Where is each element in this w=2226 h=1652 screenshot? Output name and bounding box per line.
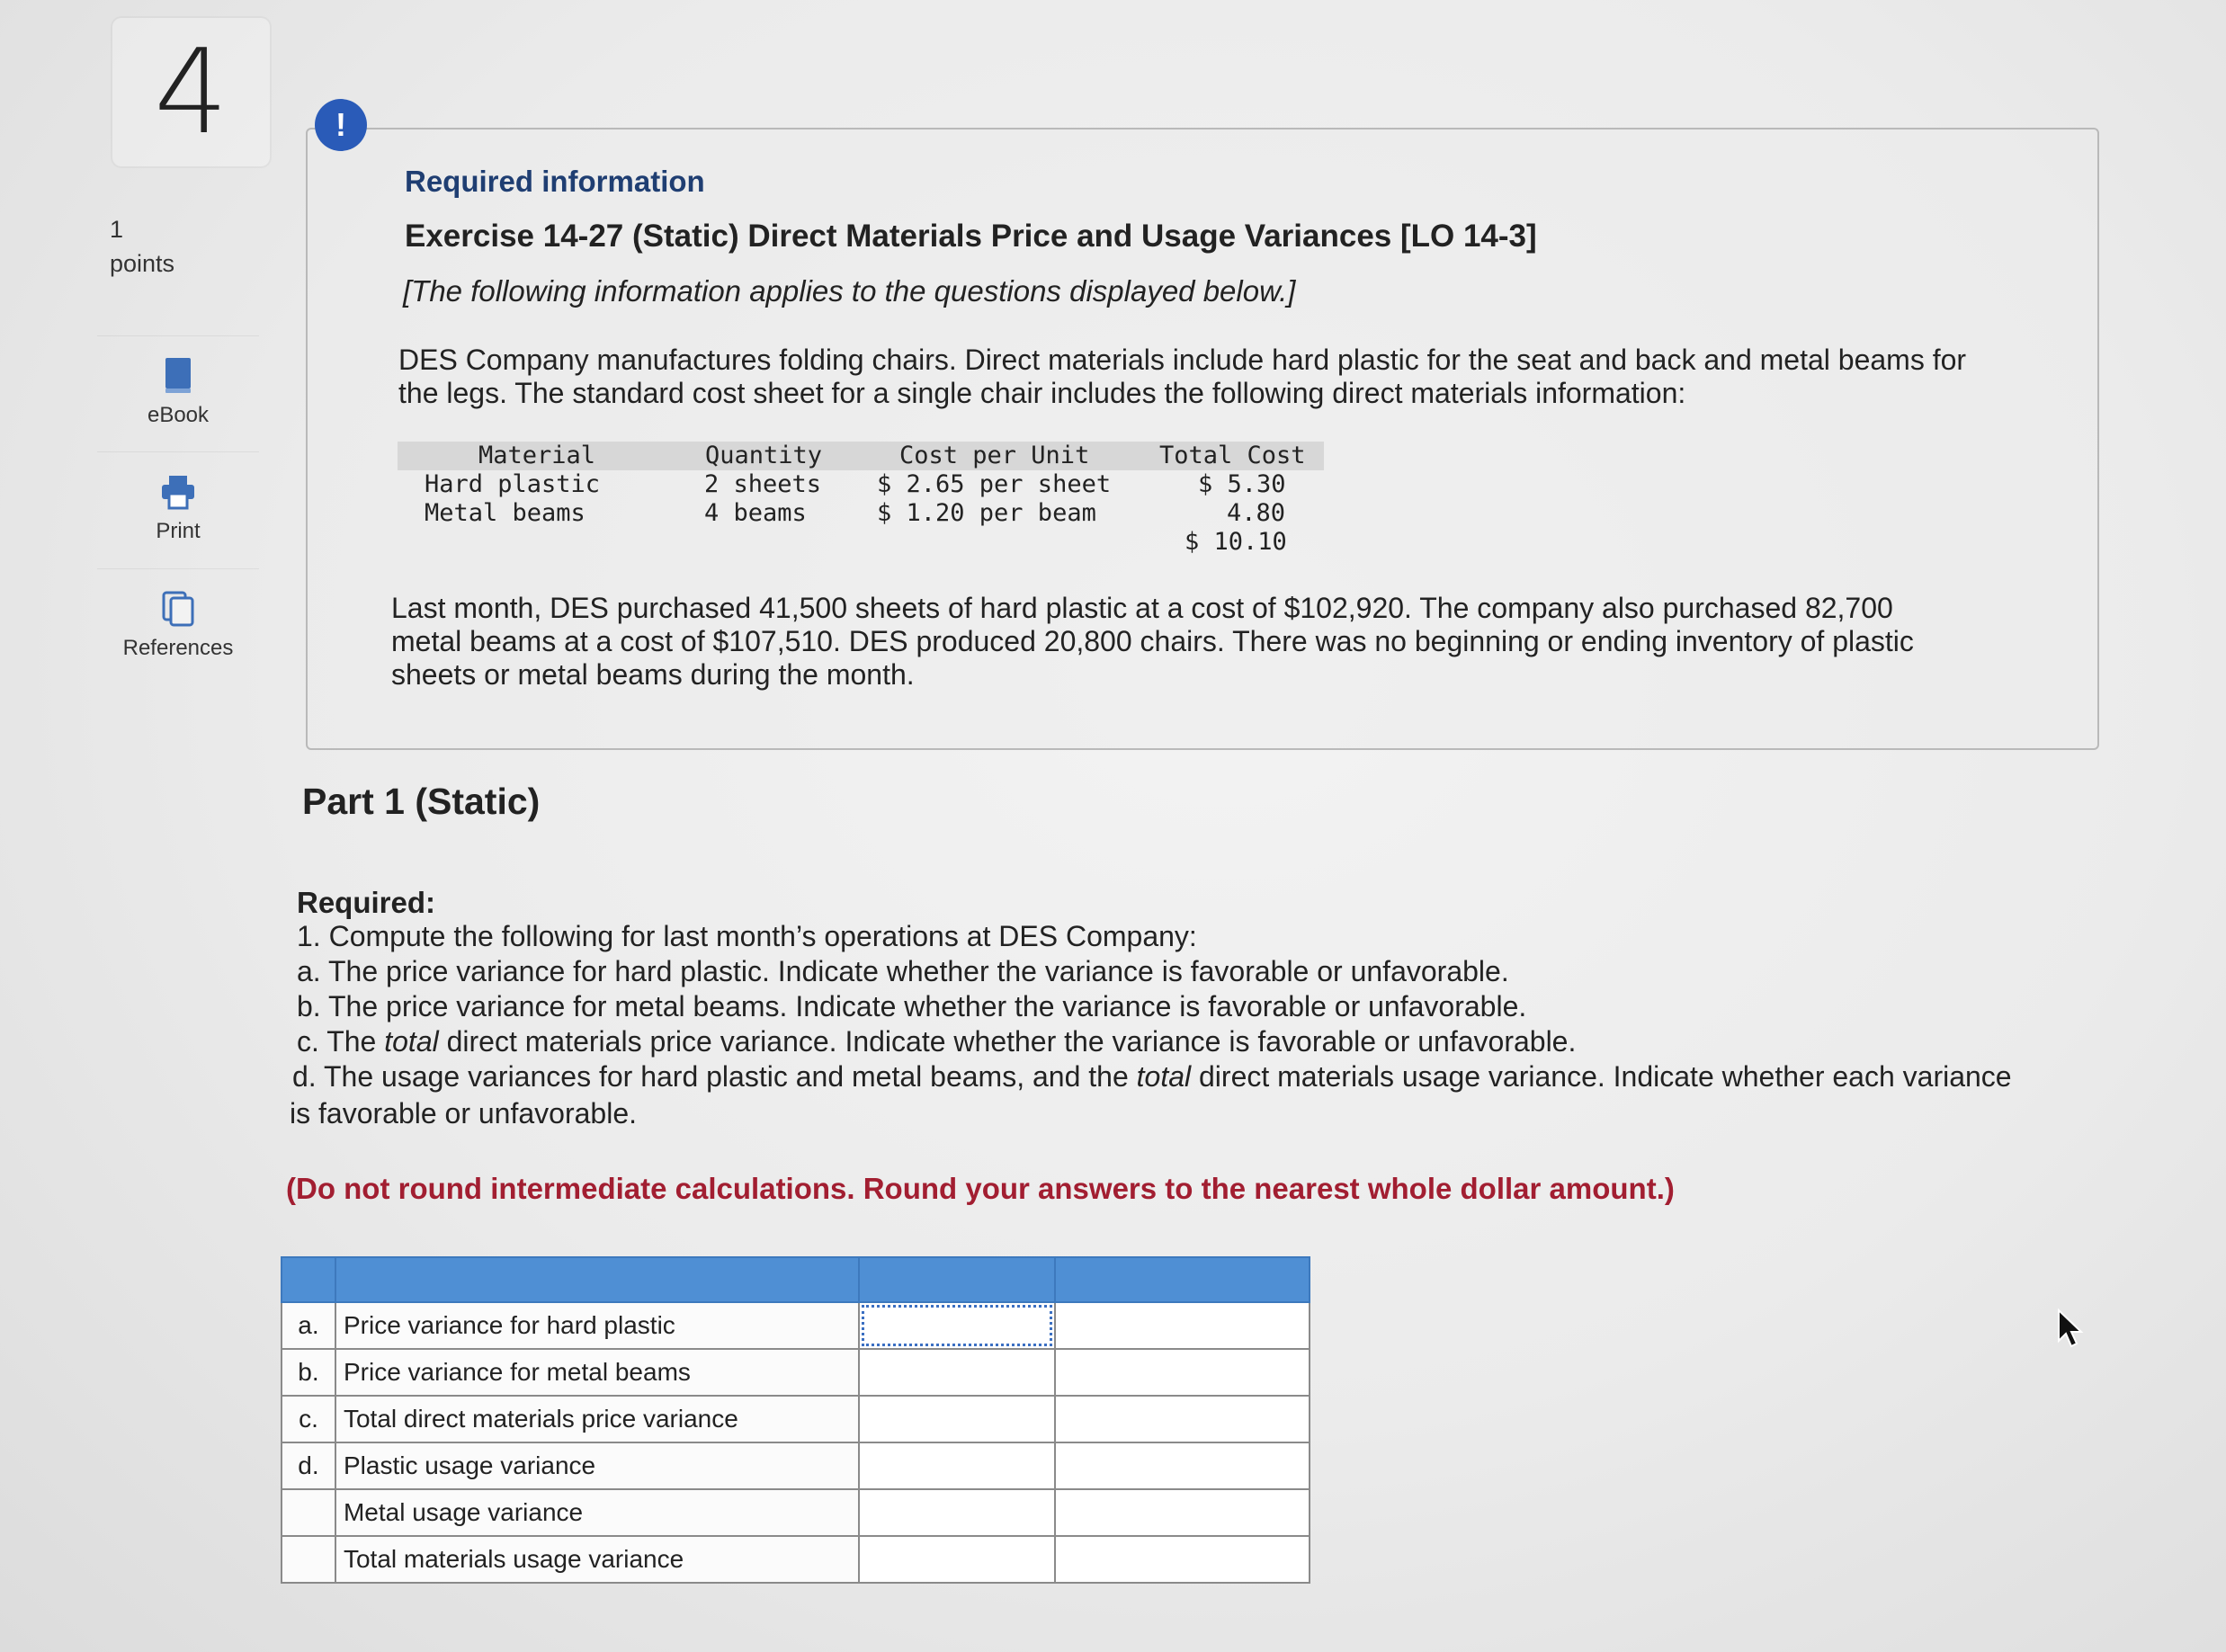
exercise-note: [The following information applies to the questions displayed below.] <box>403 274 1296 308</box>
table-row <box>282 1442 1310 1489</box>
text: d. The usage variances for hard plastic and metal beams, and the <box>292 1060 1137 1093</box>
required-line <box>297 1025 1576 1058</box>
favorable-select[interactable] <box>1055 1396 1310 1442</box>
amount-input[interactable] <box>859 1396 1055 1442</box>
row-label: Total materials usage variance <box>335 1536 860 1583</box>
required-line: 1. Compute the following for last month’s operations at DES Company: <box>297 920 1197 952</box>
cell: $ 5.30 <box>1198 470 1286 498</box>
question-number: 4 <box>112 18 270 166</box>
table-row <box>398 470 1324 499</box>
cell: $ 2.65 per sheet <box>877 470 1112 498</box>
header-quantity: Quantity <box>705 442 823 469</box>
references-label: References <box>122 636 234 660</box>
header-material: Material <box>478 442 596 469</box>
points-label: points <box>110 250 175 277</box>
alert-icon: ! <box>315 99 367 151</box>
emphasis: total <box>384 1025 439 1058</box>
row-letter: c. <box>282 1396 335 1442</box>
facts-paragraph <box>391 592 2010 692</box>
table-row <box>282 1349 1310 1396</box>
answer-table <box>281 1256 1310 1584</box>
print-label: Print <box>156 519 201 543</box>
table-header-row <box>398 442 1324 470</box>
amount-input[interactable] <box>859 1302 1055 1349</box>
intro-line: DES Company manufactures folding chairs. Direct materials include hard plastic for the seat and back and metal beams for <box>398 344 1967 376</box>
row-letter <box>282 1536 335 1583</box>
row-label: Price variance for hard plastic <box>335 1302 860 1349</box>
amount-input[interactable] <box>859 1349 1055 1396</box>
row-label: Metal usage variance <box>335 1489 860 1536</box>
row-letter <box>282 1489 335 1536</box>
printer-icon <box>160 472 196 512</box>
amount-input[interactable] <box>859 1536 1055 1583</box>
row-letter: d. <box>282 1442 335 1489</box>
rounding-note: (Do not round intermediate calculations. Round your answers to the nearest whole dollar amount.) <box>286 1172 1675 1205</box>
mouse-cursor-icon <box>2057 1308 2084 1348</box>
row-label: Price variance for metal beams <box>335 1349 860 1396</box>
favorable-select[interactable] <box>1055 1442 1310 1489</box>
amount-input[interactable] <box>859 1442 1055 1489</box>
references-button[interactable] <box>97 568 259 684</box>
cell: 4 beams <box>704 499 807 527</box>
required-line <box>292 1060 2012 1094</box>
favorable-select[interactable] <box>1055 1536 1310 1583</box>
references-icon <box>160 589 196 629</box>
intro-paragraph <box>398 344 2017 410</box>
favorable-select[interactable] <box>1055 1302 1310 1349</box>
cell: 2 sheets <box>704 470 822 498</box>
text: direct materials usage variance. Indicate whether each variance <box>1191 1060 2012 1093</box>
intro-line: the legs. The standard cost sheet for a single chair includes the following direct materials information: <box>398 377 1686 409</box>
book-icon <box>160 356 196 396</box>
emphasis: total <box>1136 1060 1192 1093</box>
ebook-label: eBook <box>147 403 210 427</box>
amount-input[interactable] <box>859 1489 1055 1536</box>
facts-line: sheets or metal beams during the month. <box>391 658 915 691</box>
print-button[interactable] <box>97 451 259 567</box>
header-cell <box>859 1257 1055 1302</box>
favorable-select[interactable] <box>1055 1489 1310 1536</box>
table-row <box>282 1302 1310 1349</box>
points-value: 1 <box>110 216 124 243</box>
standard-cost-table <box>398 442 1324 557</box>
row-label: Total direct materials price variance <box>335 1396 860 1442</box>
ebook-button[interactable] <box>97 335 259 451</box>
text: c. The <box>297 1025 385 1058</box>
text: direct materials price variance. Indicate whether the variance is favorable or unfavorable. <box>438 1025 1577 1058</box>
required-information-heading: Required information <box>405 165 705 198</box>
header-cell <box>282 1257 335 1302</box>
table-row <box>282 1489 1310 1536</box>
answer-table-header <box>282 1257 1310 1302</box>
required-heading: Required: <box>297 886 436 919</box>
table-total-row <box>398 528 1324 557</box>
part-title: Part 1 (Static) <box>302 781 541 822</box>
header-cell <box>335 1257 860 1302</box>
row-letter: a. <box>282 1302 335 1349</box>
header-total-cost: Total Cost <box>1159 442 1306 469</box>
row-label: Plastic usage variance <box>335 1442 860 1489</box>
row-letter: b. <box>282 1349 335 1396</box>
cell: Hard plastic <box>425 470 601 498</box>
exercise-title: Exercise 14-27 (Static) Direct Materials Price and Usage Variances [LO 14-3] <box>405 219 1537 254</box>
required-line: b. The price variance for metal beams. Indicate whether the variance is favorable or unfavorable. <box>297 990 1527 1022</box>
header-cost-per-unit: Cost per Unit <box>899 442 1090 469</box>
header-cell <box>1055 1257 1310 1302</box>
facts-line: Last month, DES purchased 41,500 sheets of hard plastic at a cost of $102,920. The company also purchased 82,700 <box>391 592 1893 624</box>
table-row <box>282 1396 1310 1442</box>
favorable-select[interactable] <box>1055 1349 1310 1396</box>
total-cost-value: $ 10.10 <box>1185 528 1287 556</box>
required-line: is favorable or unfavorable. <box>290 1097 637 1130</box>
required-line: a. The price variance for hard plastic. Indicate whether the variance is favorable or unfavorable. <box>297 955 1509 987</box>
cell: 4.80 <box>1227 499 1286 527</box>
table-row <box>398 499 1324 528</box>
table-row <box>282 1536 1310 1583</box>
cell: Metal beams <box>425 499 586 527</box>
facts-line: metal beams at a cost of $107,510. DES produced 20,800 chairs. There was no beginning or ending inventory of plastic <box>391 625 1914 657</box>
cell: $ 1.20 per beam <box>877 499 1096 527</box>
